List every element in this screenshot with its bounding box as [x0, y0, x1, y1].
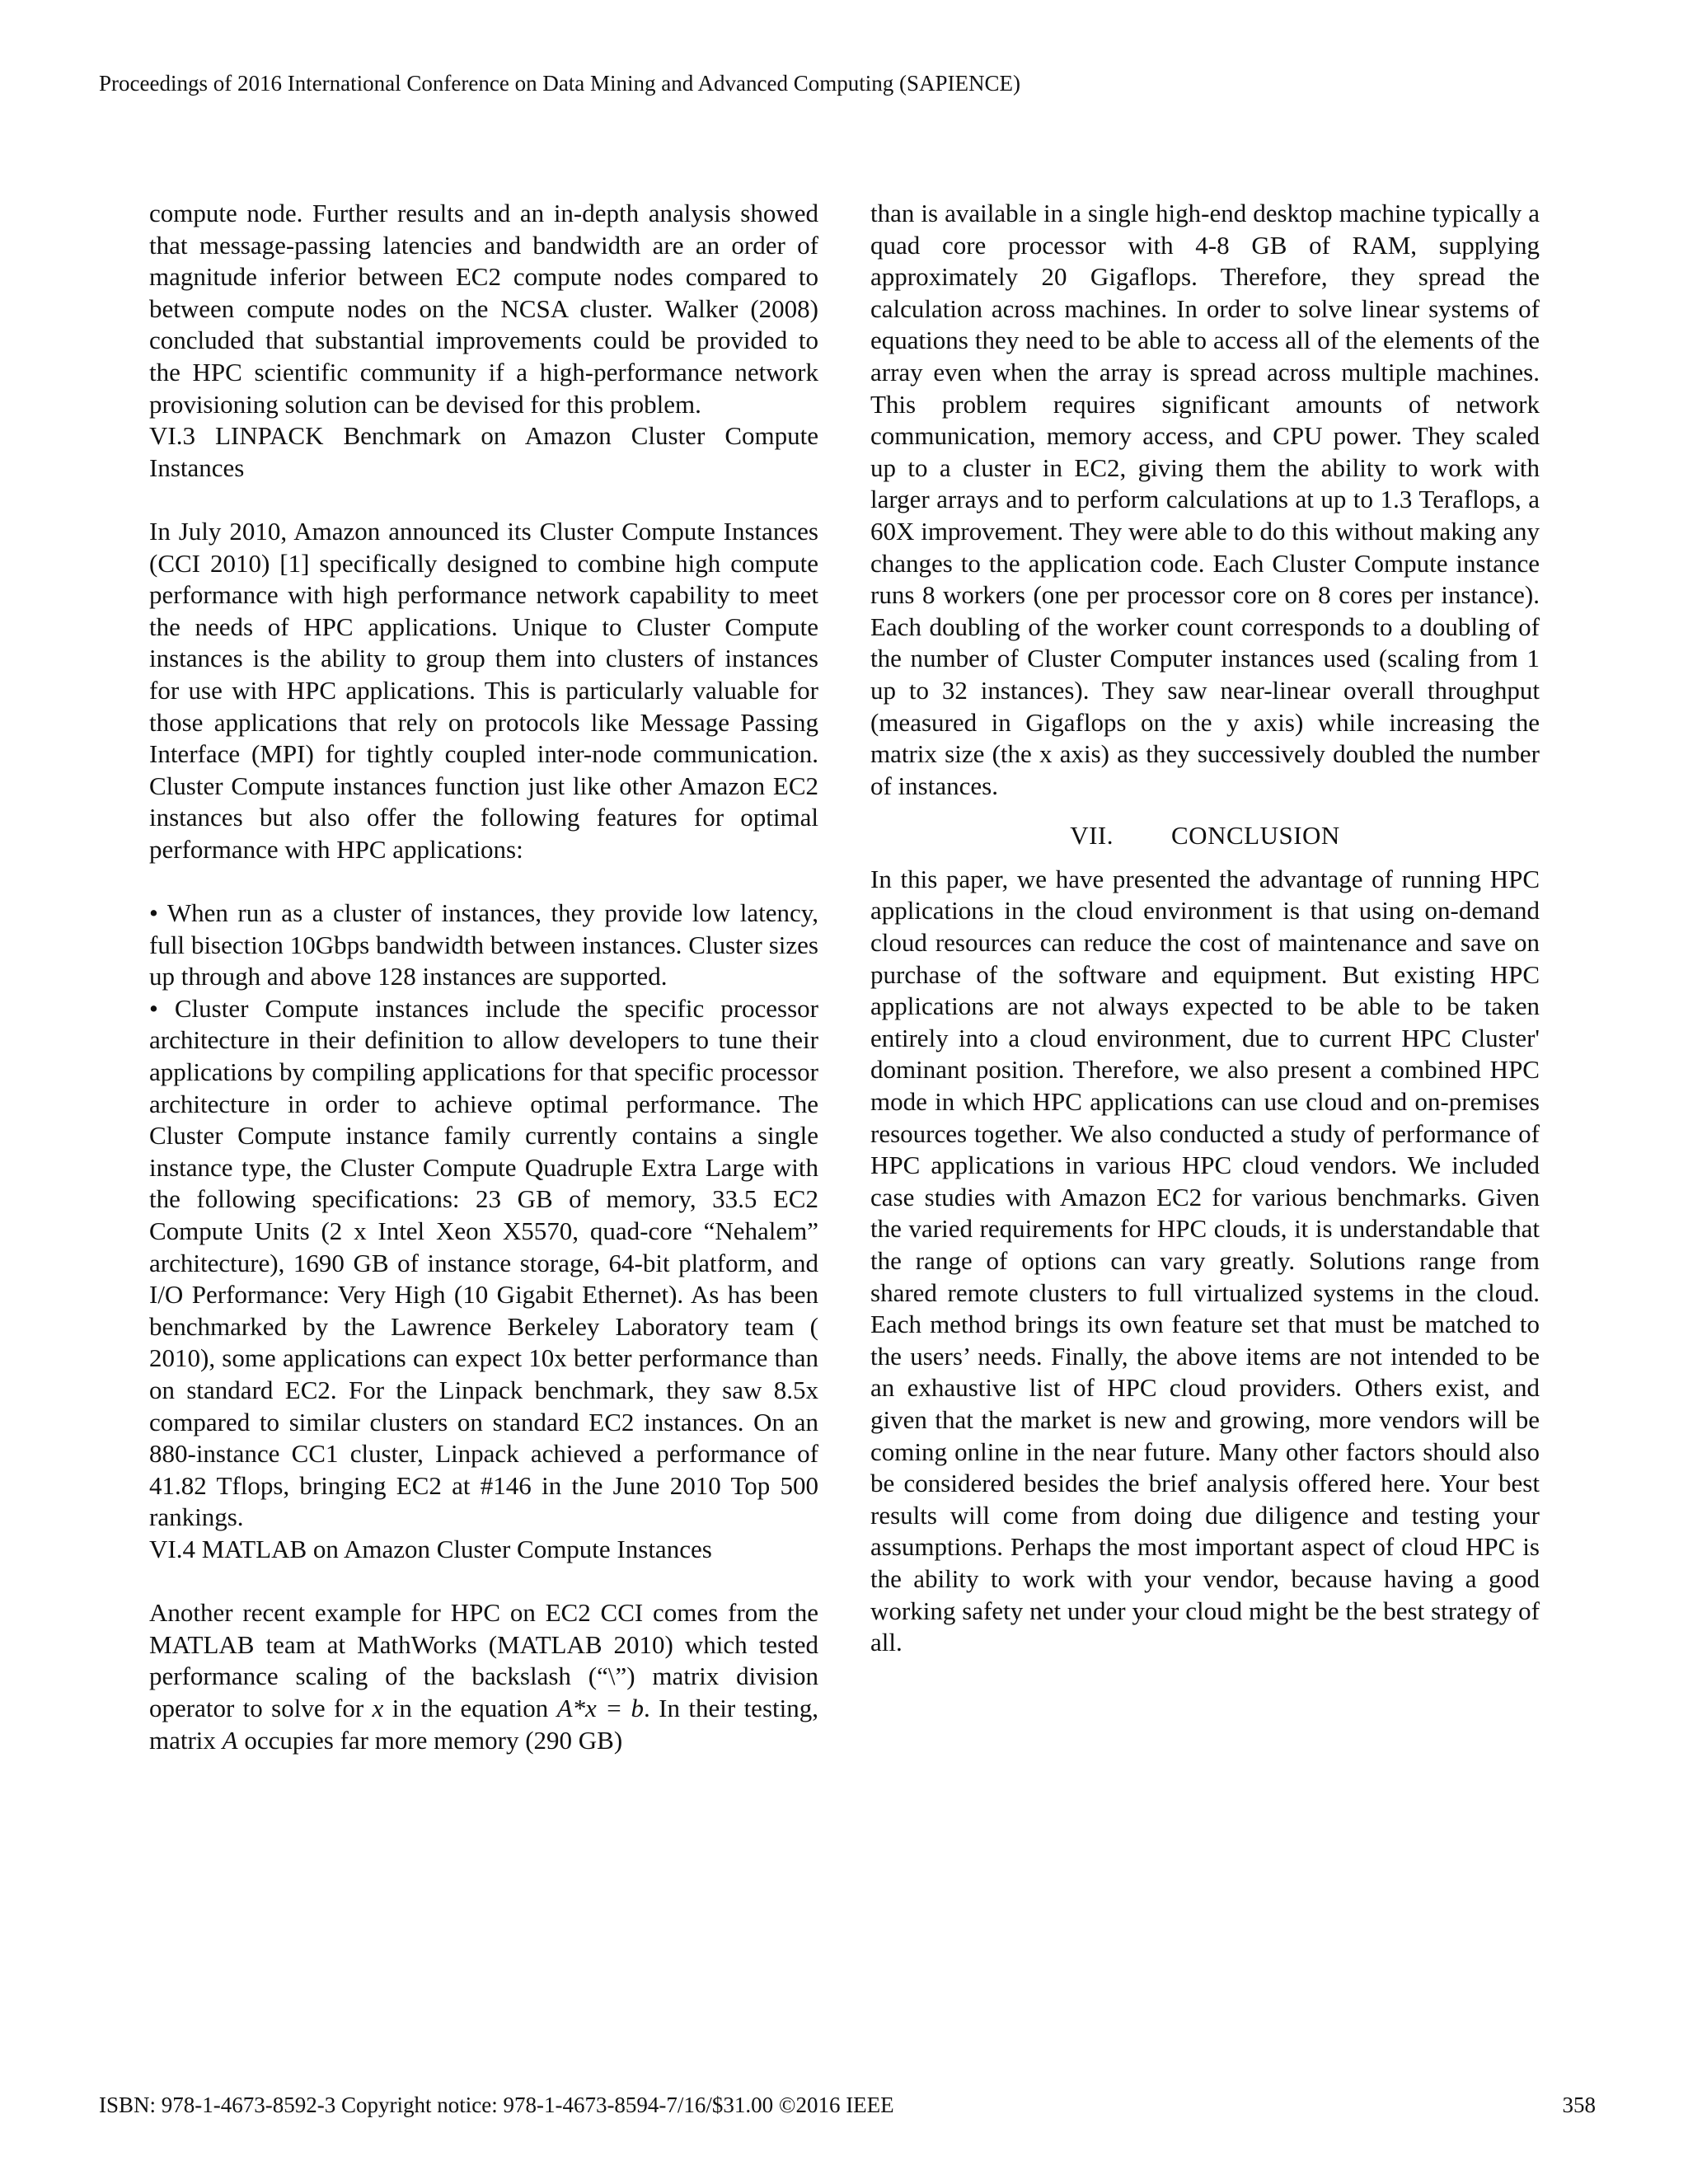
paragraph-vi3: In July 2010, Amazon announced its Cluster Compute Instances (CCI 2010) [1] specifically designed to combine high compute performance with high performance network capability to meet the needs of HPC applications. Unique to Cluster Compute instances is the ability to group them into clusters of instances for use with HPC applications. This is particularly valuable for those applications that rely on protocols like Message Passing Interface (MPI) for tightly coupled inter-node communication. Cluster Compute instances function just like other Amazon EC2 instances but also offer the following features for optimal performance with HPC applications: — [149, 516, 818, 864]
section-title: CONCLUSION — [1171, 821, 1340, 851]
math-equation: A*x = b — [556, 1693, 645, 1722]
page-number: 358 — [1562, 2093, 1596, 2117]
running-header: Proceedings of 2016 International Conference on Data Mining and Advanced Computing (SAPIENCE) — [99, 71, 1021, 96]
paragraph-continued: than is available in a single high-end desktop machine typically a quad core processor with 4-8 GB of RAM, supplying approximately 20 Gigaflops. Therefore, they spread the calculation across machines. In order to solve linear systems of equations they need to be able to access all of the elements of the array even when the array is spread across multiple machines. This problem requires significant amounts of network communication, memory access, and CPU power. They scaled up to a cluster in EC2, giving them the ability to work with larger arrays and to perform calculations at up to 1.3 Teraflops, a 60X improvement. They were able to do this without making any changes to the application code. Each Cluster Compute instance runs 8 workers (one per processor core on 8 cores per instance). Each doubling of the worker count corresponds to a doubling of the number of Cluster Computer instances used (scaling from 1 up to 32 instances). They saw near-linear overall throughput (measured in Gigaflops on the y axis) while increasing the matrix size (the x axis) as they successively doubled the number of instances. — [870, 199, 1540, 800]
subsection-heading-vi4: VI.4 MATLAB on Amazon Cluster Compute Instances — [149, 1534, 712, 1563]
math-variable: x — [372, 1693, 384, 1722]
paragraph-conclusion: In this paper, we have presented the advantage of running HPC applications in the cloud environment is that using on-demand cloud resources can reduce the cost of maintenance and save on purchase of the software and equipment. But existing HPC applications are not always expected to be able to be taken entirely into a cloud environment, due to current HPC Cluster' dominant position. Therefore, we also present a combined HPC mode in which HPC applications can use cloud and on-premises resources together. We also conducted a study of performance of HPC applications in various HPC cloud vendors. We included case studies with Amazon EC2 for various benchmarks. Given the varied requirements for HPC clouds, it is understandable that the range of options can vary greatly. Solutions range from shared remote clusters to full virtualized systems in the cloud. Each method brings its own feature set that must be matched to the users’ needs. Finally, the above items are not intended to be an exhaustive list of HPC cloud providers. Others exist, and given that the market is new and growing, more vendors will be coming online in the near future. Many other factors should also be considered besides the brief analysis offered here. Your best results will come from doing due diligence and testing your assumptions. Perhaps the most important aspect of cloud HPC is the ability to work with your vendor, because having a good working safety net under your cloud might be the best strategy of all. — [870, 864, 1540, 1657]
bullet-item: • Cluster Compute instances include the specific processor architecture in their definition to allow developers to tune their applications by compiling applications for that specific processor architecture in order to achieve optimal performance. The Cluster Compute instance family currently contains a single instance type, the Cluster Compute Quadruple Extra Large with the following specifications: 23 GB of memory, 33.5 EC2 Compute Units (2 x Intel Xeon X5570, quad-core “Nehalem” architecture), 1690 GB of instance storage, 64-bit platform, and I/O Performance: Very High (10 Gigabit Ethernet). As has been benchmarked by the Lawrence Berkeley Laboratory team ( 2010), some applications can expect 10x better performance than on standard EC2. For the Linpack benchmark, they saw 8.5x compared to similar clusters on standard EC2 instances. On an 880-instance CC1 cluster, Linpack achieved a performance of 41.82 Tflops, bringing EC2 at #146 in the June 2010 Top 500 rankings. — [149, 993, 818, 1532]
section-number: VII. — [1070, 821, 1114, 851]
subsection-heading-vi3: VI.3 LINPACK Benchmark on Amazon Cluster Compute Instances — [149, 421, 818, 482]
section-heading-conclusion — [870, 820, 1540, 852]
page-footer — [99, 2091, 1596, 2119]
math-variable: A — [222, 1725, 238, 1755]
paragraph-vi4: Another recent example for HPC on EC2 CCI comes from the MATLAB team at MathWorks (MATLAB 2010) which tested performance scaling of the backslash (“\”) matrix division operator to solve for x in the equation A*x = b. In their testing, matrix A occupies far more memory (290 GB) — [149, 1598, 818, 1755]
footer-isbn: ISBN: 978-1-4673-8592-3 Copyright notice: 978-1-4673-8594-7/16/$31.00 ©2016 IEEE — [99, 2093, 894, 2117]
bullet-item: • When run as a cluster of instances, they provide low latency, full bisection 10Gbps bandwidth between instances. Cluster sizes up through and above 128 instances are supported. — [149, 898, 818, 991]
right-column — [870, 198, 1540, 1659]
left-column — [149, 198, 818, 1756]
paragraph-continued: compute node. Further results and an in-depth analysis showed that message-passing latencies and bandwidth are an order of magnitude inferior between EC2 compute nodes compared to between compute nodes on the NCSA cluster. Walker (2008) concluded that substantial improvements could be provided to the HPC scientific community if a high-performance network provisioning solution can be devised for this problem. — [149, 199, 818, 419]
